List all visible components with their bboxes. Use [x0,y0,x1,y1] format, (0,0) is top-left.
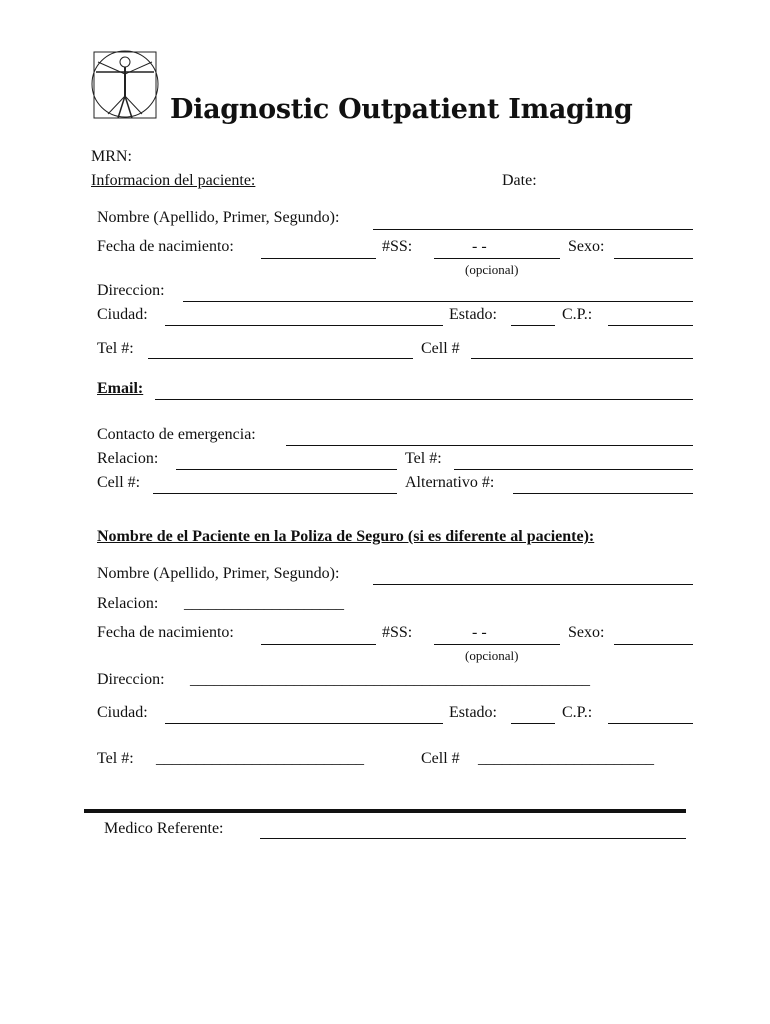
emergency-relation-field[interactable] [176,469,397,470]
optional-note: (opcional) [465,262,519,277]
ins-sex-label: Sexo: [568,624,605,641]
vitruvian-man-icon [90,46,162,126]
dob-field[interactable] [261,258,376,259]
address-field[interactable] [183,301,693,302]
email-label: Email: [97,380,144,397]
referring-physician-field[interactable] [260,838,686,839]
insurance-heading: Nombre de el Paciente en la Poliza de Seguro (si es diferente al paciente): [97,528,595,545]
ins-cell-field[interactable]: ______________________ [478,750,654,767]
email-field[interactable] [155,399,693,400]
ins-relation-field[interactable]: ____________________ [184,595,344,612]
ins-name-field[interactable] [373,584,693,585]
ins-zip-field[interactable] [608,723,693,724]
ins-ss-label: #SS: [382,624,413,641]
emergency-cell-label: Cell #: [97,474,141,491]
ins-zip-label: C.P.: [562,704,593,721]
page-title: Diagnostic Outpatient Imaging [170,94,633,125]
city-label: Ciudad: [97,306,148,323]
date-label: Date: [502,172,537,189]
tel-field[interactable] [148,358,413,359]
ss-label: #SS: [382,238,413,255]
emergency-alt-label: Alternativo #: [405,474,495,491]
sex-label: Sexo: [568,238,605,255]
cell-label: Cell # [421,340,460,357]
ins-ss-field[interactable] [434,644,560,645]
ins-address-field[interactable]: __________________________________________________ [190,671,590,688]
emergency-alt-field[interactable] [513,493,693,494]
ins-city-field[interactable] [165,723,443,724]
ins-name-label: Nombre (Apellido, Primer, Segundo): [97,565,340,582]
dob-label: Fecha de nacimiento: [97,238,234,255]
zip-label: C.P.: [562,306,593,323]
mrn-label: MRN: [91,148,132,165]
ss-dashes: - - [472,238,487,255]
ins-dob-label: Fecha de nacimiento: [97,624,234,641]
emergency-tel-label: Tel #: [405,450,442,467]
zip-field[interactable] [608,325,693,326]
ins-cell-label: Cell # [421,750,460,767]
address-label: Direccion: [97,282,165,299]
ins-ss-dashes: - - [472,624,487,641]
ins-address-label: Direccion: [97,671,165,688]
ins-tel-field[interactable]: __________________________ [156,750,364,767]
referring-physician-label: Medico Referente: [104,820,224,837]
ins-tel-label: Tel #: [97,750,134,767]
name-field[interactable] [373,229,693,230]
ins-dob-field[interactable] [261,644,376,645]
name-label: Nombre (Apellido, Primer, Segundo): [97,209,340,226]
patient-info-heading: Informacion del paciente: [91,172,256,189]
ins-state-field[interactable] [511,723,555,724]
emergency-cell-field[interactable] [153,493,397,494]
emergency-contact-field[interactable] [286,445,693,446]
ins-state-label: Estado: [449,704,497,721]
emergency-relation-label: Relacion: [97,450,159,467]
ss-field[interactable] [434,258,560,259]
ins-optional-note: (opcional) [465,648,519,663]
city-field[interactable] [165,325,443,326]
state-field[interactable] [511,325,555,326]
ins-sex-field[interactable] [614,644,693,645]
sex-field[interactable] [614,258,693,259]
emergency-tel-field[interactable] [454,469,693,470]
emergency-contact-label: Contacto de emergencia: [97,426,256,443]
ins-relation-label: Relacion: [97,595,159,612]
section-divider [84,809,686,813]
state-label: Estado: [449,306,497,323]
cell-field[interactable] [471,358,693,359]
ins-city-label: Ciudad: [97,704,148,721]
tel-label: Tel #: [97,340,134,357]
